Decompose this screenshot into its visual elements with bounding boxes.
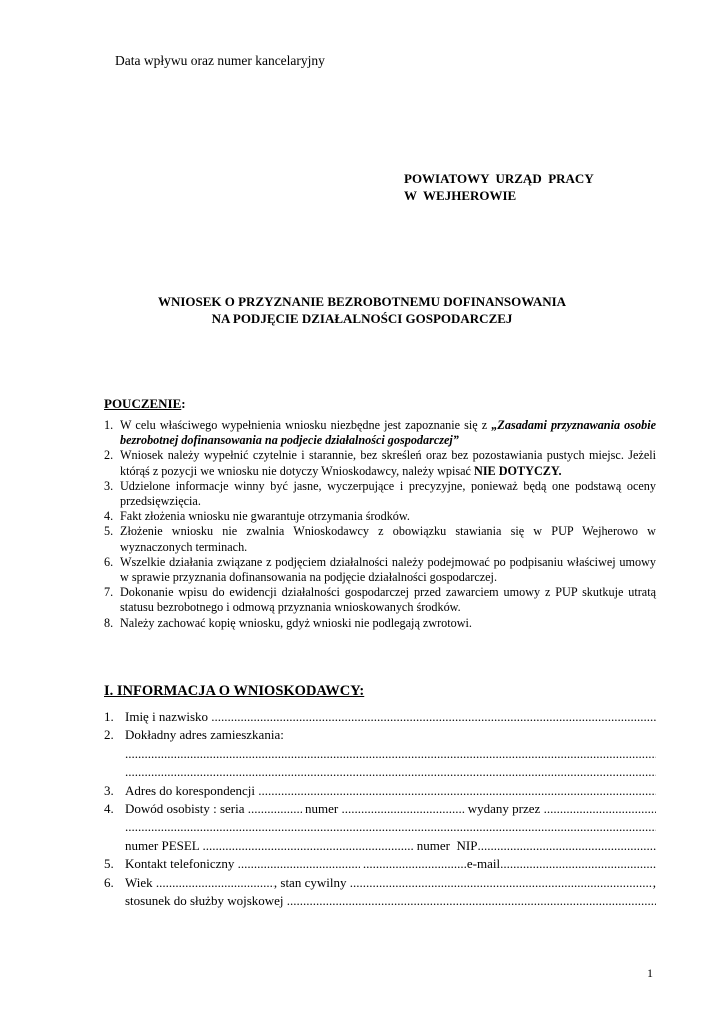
correspondence-field[interactable] (258, 782, 656, 800)
id-issued-label: wydany przez (464, 800, 544, 816)
office-address (404, 170, 594, 204)
notice-item-emphasis: „Zasadami przyznawania osobie bezrobotnej dofinansowania na podjecie działalności gospodarczej” (120, 418, 656, 448)
notice-item-text: Złożenie wniosku nie zwalnia Wnioskodawcy z obowiązku stawiania się w PUP Wejherowo w wyznaczonych terminach. (120, 524, 656, 554)
military-row (104, 892, 656, 910)
office-city: W WEJHEROWIE (404, 188, 517, 203)
notice-item (104, 509, 656, 524)
id-issued-field[interactable] (544, 800, 656, 818)
notice-heading (104, 396, 186, 412)
id-card-row (104, 800, 656, 818)
id-card-continuation (104, 818, 656, 836)
address-row (104, 726, 656, 744)
age-row (104, 874, 656, 892)
notice-heading-text: POUCZENIE (104, 396, 182, 411)
notice-item-text: Wniosek należy wypełnić czytelnie i starannie, bez skreśleń oraz bez pozostawiania pustych miejsc. Jeżeli którąś z pozycji we wniosku nie dotyczy Wnioskodawcy, należy wpisać (120, 448, 656, 478)
notice-item-text: Udzielone informacje winny być jasne, wyczerpujące i precyzyjne, ponieważ będą one podstawą oceny przedsięwzięcia. (120, 478, 656, 509)
row-number: 5. (104, 856, 114, 872)
age-label: Wiek (125, 874, 156, 890)
correspondence-label: Adres do korespondencji (125, 782, 259, 798)
email-field[interactable] (500, 855, 656, 873)
nip-label: numer NIP (413, 837, 478, 853)
name-label: Imię i nazwisko (125, 709, 212, 724)
applicant-form (104, 708, 656, 910)
notice-list (104, 418, 656, 631)
notice-item-emphasis: NIE DOTYCZY. (474, 463, 562, 478)
notice-item-number: 6. (104, 554, 114, 569)
pesel-field[interactable] (203, 837, 414, 855)
military-status-field[interactable] (287, 892, 656, 910)
phone-field-1[interactable] (238, 855, 360, 873)
notice-item (104, 479, 656, 509)
row-comma: , (652, 874, 656, 890)
notice-item (104, 524, 656, 554)
contact-row (104, 855, 656, 873)
notice-item-text: Należy zachować kopię wniosku, gdyż wnioski nie podlegają zwrotowi. (120, 615, 472, 630)
phone-field-2[interactable] (363, 855, 467, 873)
id-series-label: Dowód osobisty : seria (125, 800, 248, 816)
id-series-field[interactable] (248, 800, 302, 818)
address-label: Dokładny adres zamieszkania: (125, 727, 284, 743)
notice-item-number: 7. (104, 585, 114, 600)
page-number: 1 (647, 966, 653, 980)
row-number: 4. (104, 800, 114, 816)
notice-item-number: 3. (104, 478, 114, 493)
notice-heading-colon: : (181, 396, 186, 411)
address-field-1[interactable] (125, 745, 656, 763)
notice-item-text: W celu właściwego wypełnienia wniosku niezbędne jest zapoznanie się z (120, 418, 492, 432)
row-number: 6. (104, 874, 114, 890)
notice-item (104, 616, 656, 631)
title-line-1: WNIOSEK O PRZYZNANIE BEZROBOTNEMU DOFINANSOWANIA (157, 294, 567, 309)
age-field[interactable] (156, 874, 274, 892)
notice-item (104, 555, 656, 585)
notice-item-number: 1. (104, 418, 114, 432)
name-row (104, 708, 656, 726)
military-status-label: stosunek do służby wojskowej (125, 892, 287, 908)
intake-stamp-label: Data wpływu oraz numer kancelaryjny (115, 53, 325, 68)
address-line-2 (104, 763, 656, 781)
row-number: 2. (104, 727, 114, 743)
correspondence-row (104, 782, 656, 800)
row-number: 1. (104, 709, 114, 724)
name-field[interactable] (211, 708, 656, 726)
id-number-label: numer (301, 800, 342, 816)
notice-item (104, 448, 656, 478)
notice-item-number: 4. (104, 509, 114, 524)
address-field-2[interactable] (125, 763, 656, 781)
marital-status-field[interactable] (350, 874, 653, 892)
notice-item-number: 5. (104, 524, 114, 539)
marital-status-label: , stan cywilny (273, 874, 350, 890)
id-issued-field-continued[interactable] (125, 818, 656, 836)
row-number: 3. (104, 782, 114, 798)
notice-item-text: Dokonanie wpisu do ewidencji działalności gospodarczej przed zawarciem umowy z PUP skutkuje utratą statusu bezrobotnego i odmową przyznania wnioskowanych środków. (120, 585, 656, 615)
office-name: POWIATOWY URZĄD PRACY (404, 171, 594, 186)
section-heading-applicant: I. INFORMACJA O WNIOSKODAWCY: (104, 683, 365, 699)
nip-field[interactable] (477, 837, 656, 855)
email-label: e-mail (466, 856, 501, 872)
notice-item-number: 2. (104, 448, 114, 463)
notice-item (104, 585, 656, 615)
title-line-2: NA PODJĘCIE DZIAŁALNOŚCI GOSPODARCZEJ (211, 311, 513, 326)
notice-item (104, 418, 656, 448)
notice-item-number: 8. (104, 615, 114, 630)
address-line-1 (104, 745, 656, 763)
id-number-field[interactable] (342, 800, 465, 818)
pesel-row (104, 837, 656, 855)
pesel-label: numer PESEL (125, 837, 203, 853)
phone-label: Kontakt telefoniczny (125, 856, 238, 872)
notice-item-text: Fakt złożenia wniosku nie gwarantuje otrzymania środków. (120, 509, 410, 524)
document-title (0, 293, 724, 327)
notice-item-text: Wszelkie działania związane z podjęciem działalności należy podejmować po podpisaniu właściwej umowy w sprawie przyznania dofinansowania na podjęcie działalności gospodarczej. (120, 554, 656, 585)
